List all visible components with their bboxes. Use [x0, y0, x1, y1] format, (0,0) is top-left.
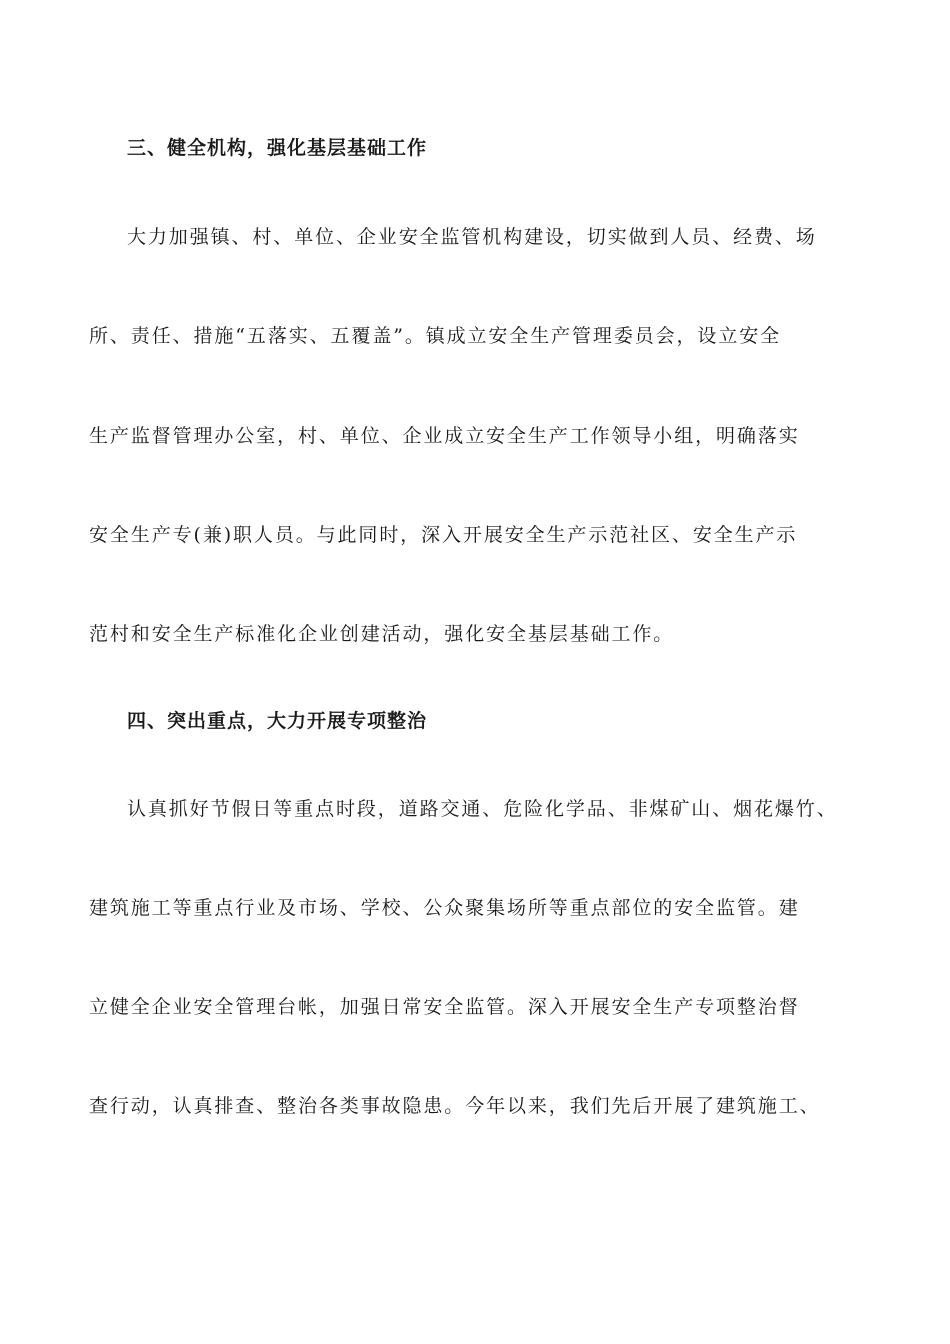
paragraph-line: 建筑施工等重点行业及市场、学校、公众聚集场所等重点部位的安全监管。建 [89, 897, 800, 919]
paragraph-line: 安全生产专(兼)职人员。与此同时，深入开展安全生产示范社区、安全生产示 [89, 524, 798, 546]
paragraph-line: 范村和安全生产标准化企业创建活动，强化安全基层基础工作。 [89, 623, 675, 645]
paragraph-line: 所、责任、措施“五落实、五覆盖”。镇成立安全生产管理委员会，设立安全 [89, 325, 782, 347]
paragraph-line: 立健全企业安全管理台帐，加强日常安全监管。深入开展安全生产专项整治督 [89, 996, 800, 1018]
paragraph-line: 认真抓好节假日等重点时段，道路交通、危险化学品、非煤矿山、烟花爆竹、 [127, 798, 838, 820]
section-heading-3: 三、健全机构，强化基层基础工作 [127, 137, 428, 159]
paragraph-line: 大力加强镇、村、单位、企业安全监管机构建设，切实做到人员、经费、场 [127, 226, 817, 248]
paragraph-line: 查行动，认真排查、整治各类事故隐患。今年以来，我们先后开展了建筑施工、 [89, 1095, 821, 1117]
paragraph-line: 生产监督管理办公室，村、单位、企业成立安全生产工作领导小组，明确落实 [89, 425, 800, 447]
section-heading-4: 四、突出重点，大力开展专项整治 [127, 710, 428, 732]
